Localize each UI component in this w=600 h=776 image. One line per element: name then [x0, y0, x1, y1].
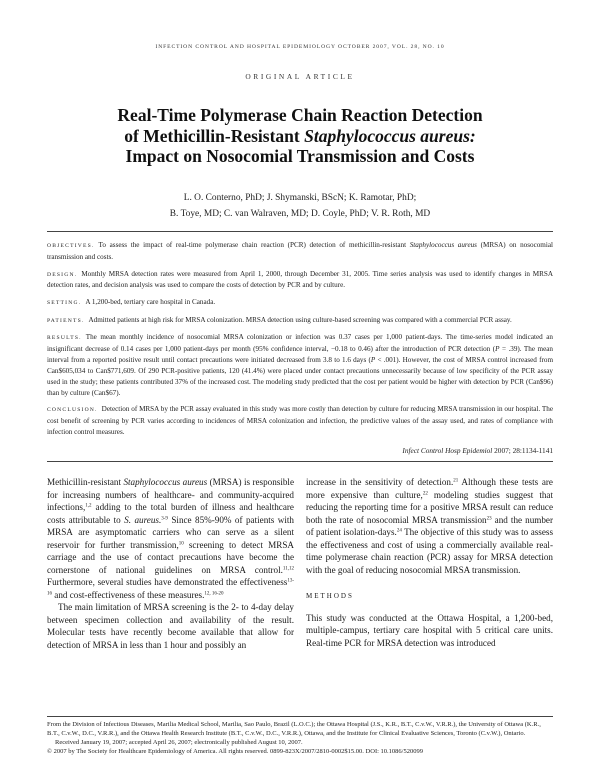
methods-heading: METHODS	[306, 592, 354, 600]
setting-label: SETTING.	[47, 300, 82, 306]
abstract-bottom-rule	[47, 461, 553, 462]
abstract	[47, 240, 553, 444]
received-note: Received January 19, 2007; accepted April 26, 2007; electronically published August 10, 2007.	[55, 739, 303, 746]
authors-line-1: L. O. Conterno, PhD; J. Shymanski, BScN; K. Ramotar, PhD;	[183, 193, 417, 203]
design-label: DESIGN.	[47, 271, 78, 278]
conclusion-label: CONCLUSION.	[47, 407, 98, 414]
abstract-objectives: OBJECTIVES. To assess the impact of real-time polymerase chain reaction (PCR) detection of methicillin-resistant Staphylococcus aureus (MRSA) on nosocomial transmission and costs.	[47, 241, 553, 261]
intro-paragraph-2: The main limitation of MRSA screening is the 2- to 4-day delay between specimen collection and availability of the result. Molecular tests have recently become available that allow for detection of MRSA in less than 1 hour and possibly an	[47, 602, 294, 650]
abstract-design: DESIGN. Monthly MRSA detection rates were measured from April 1, 2000, through December 31, 2005. Time series analysis was used to identify changes in MRSA detection rates, and decision analysis was used to compare the costs of detection by PCR and by culture.	[47, 269, 553, 290]
journal-citation: Infect Control Hosp Epidemiol 2007; 28:1134-1141	[402, 446, 553, 455]
patients-label: PATIENTS.	[47, 317, 85, 324]
title-line-3: Impact on Nosocomial Transmission and Costs	[125, 146, 475, 166]
intro-paragraph-2-cont: increase in the sensitivity of detection.$^{21}$ Although these tests are more expensive than culture,$^{22}$ modeling studies suggest that reducing the reporting time for a positive MRSA result can reduce both the rate of nosocomial MRSA transmission$^{23}$ and the number of patient isolation-days.$^{24}$ The objective of this study was to assess the effectiveness and cost of using a commercially available real-time polymerase chain reaction (PCR) assay for MRSA detection with the goal of reducing nosocomial MRSA transmission.	[306, 477, 554, 575]
abstract-conclusion: CONCLUSION. Detection of MRSA by the PCR assay evaluated in this study was more costly than detection by culture for reducing MRSA transmission in our hospital. The cost benefit of screening by PCR varies according to incidences of MRSA colonization and infection, the predictive values of the assay used, and rates of compliance with infection control measures.	[47, 405, 553, 437]
title-species: Staphylococcus aureus:	[304, 125, 476, 146]
intro-paragraph-1: Methicillin-resistant Staphylococcus aureus (MRSA) is responsible for increasing numbers of healthcare- and community-acquired infections,$^{1,2}$ adding to the total burden of illness and healthcare costs attributable to S. aureus.$^{3-9}$ Since 85%-90% of patients with MRSA are asymptomatic carriers who can serve as a silent reservoir for further transmission,$^{10}$ screening to detect MRSA carriage and the use of contact precautions have become the cornerstone of national guidelines on MRSA control.$^{11,12}$ Furthermore, several studies have demonstrated the effectiveness$^{13-16}$ and cost-effectiveness of these measures.$^{12, 16-20}$	[47, 477, 295, 600]
body-column-right	[306, 476, 553, 649]
methods-paragraph-1: This study was conducted at the Ottawa Hospital, a 1,200-bed, multiple-campus, tertiary care hospital with 5 critical care units. Real-time PCR for MRSA detection was introduced	[306, 612, 553, 648]
article-title	[60, 105, 540, 167]
article-type-label: ORIGINAL ARTICLE	[245, 72, 355, 81]
affiliations-note: From the Division of Infectious Diseases, Marilia Medical School, Marilia, Sao Paulo, Brazil (L.O.C.); the Ottawa Hospital (J.S., K.R., B.T., C.v.W., V.R.R.), the University of Ottawa (K.R., B.T., C.v.W., D.C., V.R.R.), and the Ottawa Health Research Institute (B.T., C.v.W., D.C., V.R.R.), Ottawa, and the Institute for Clinical Evaluative Sciences, Toronto (C.v.W.), Ontario.	[47, 721, 541, 737]
abstract-patients: PATIENTS. Admitted patients at high risk for MRSA colonization. MRSA detection using culture-based screening was compared with a commercial PCR assay.	[47, 315, 512, 324]
abstract-results: RESULTS. The mean monthly incidence of nosocomial MRSA colonization or infection was 0.37 cases per 1,000 patient-days. The time-series model indicated an insignificant decrease of 0.14 cases per 1,000 patient-days per month (95% confidence interval, −0.18 to 0.46) after the introduction of PCR detection (P = .39). The mean interval from a reported positive result until contact precautions were initiated decreased from 3.8 to 1.6 days (P < .001). However, the cost of MRSA control increased from Can$605,034 to Can$771,609. Of 290 PCR-positive patients, 120 (41.4%) were placed under contact precautions unnecessarily because of low specificity of the PCR assay used in the study; these patients contributed 37% of the increased cost. The modeling study predicted that the cost per patient would be higher with detection by PCR (Can$96) than by culture (Can$67).	[47, 333, 553, 397]
title-line-1: Real-Time Polymerase Chain Reaction Detection	[117, 105, 483, 125]
title-line-2: of Methicillin-Resistant Staphylococcus aureus:	[124, 125, 476, 146]
author-list	[60, 190, 540, 222]
abstract-top-rule	[47, 231, 553, 232]
objectives-label: OBJECTIVES.	[47, 243, 95, 249]
authors-line-2: B. Toye, MD; C. van Walraven, MD; D. Coyle, PhD; V. R. Roth, MD	[169, 209, 431, 219]
copyright-note: © 2007 by The Society for Healthcare Epidemiology of America. All rights reserved. 0899-823X/2007/2810-0002$15.00. DOI: 10.1086/520099	[47, 748, 423, 755]
results-label: RESULTS.	[47, 335, 82, 342]
footnote-rule	[47, 716, 553, 717]
abstract-setting: SETTING. A 1,200-bed, tertiary care hospital in Canada.	[47, 298, 216, 306]
footnotes	[47, 720, 553, 756]
body-column-left	[47, 476, 294, 651]
running-header: INFECTION CONTROL AND HOSPITAL EPIDEMIOLOGY OCTOBER 2007, VOL. 28, NO. 10	[155, 44, 445, 50]
